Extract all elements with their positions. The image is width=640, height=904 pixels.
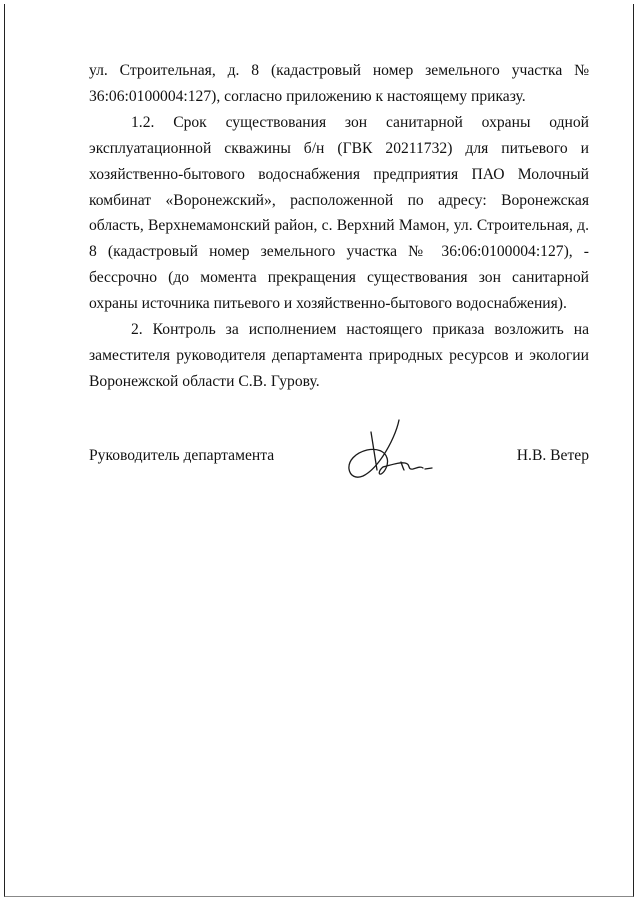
paragraph-item-2: 2. Контроль за исполнением настоящего приказа возложить на заместителя руководителя департамента природных ресурсов и экологии Воронежской области С.В. Гурову. bbox=[89, 321, 589, 390]
signatory-position: Руководитель департамента bbox=[89, 447, 275, 464]
handwritten-signature bbox=[341, 418, 437, 486]
paragraph-continuation: ул. Строительная, д. 8 (кадастровый номер земельного участка № 36:06:0100004:127), согласно приложению к настоящему приказу. bbox=[89, 62, 589, 105]
signature-block bbox=[89, 445, 589, 467]
signatory-name: Н.В. Ветер bbox=[516, 447, 589, 464]
document-body bbox=[89, 58, 589, 395]
paragraph-item-1-2: 1.2. Срок существования зон санитарной охраны одной эксплуатационной скважины б/н (ГВК 20211732) для питьевого и хозяйственно-бытового водоснабжения предприятия ПАО Молочный комбинат «Воронежский», расположенной по адресу: Воронежская область, Верхнемамонский район, с. Верхний Мамон, ул. Строительная, д. 8 (кадастровый номер земельного участка № 36:06:0100004:127), - бессрочно (до момента прекращения существования зон санитарной охраны источника питьевого и хозяйственно-бытового водоснабжения). bbox=[89, 113, 589, 313]
